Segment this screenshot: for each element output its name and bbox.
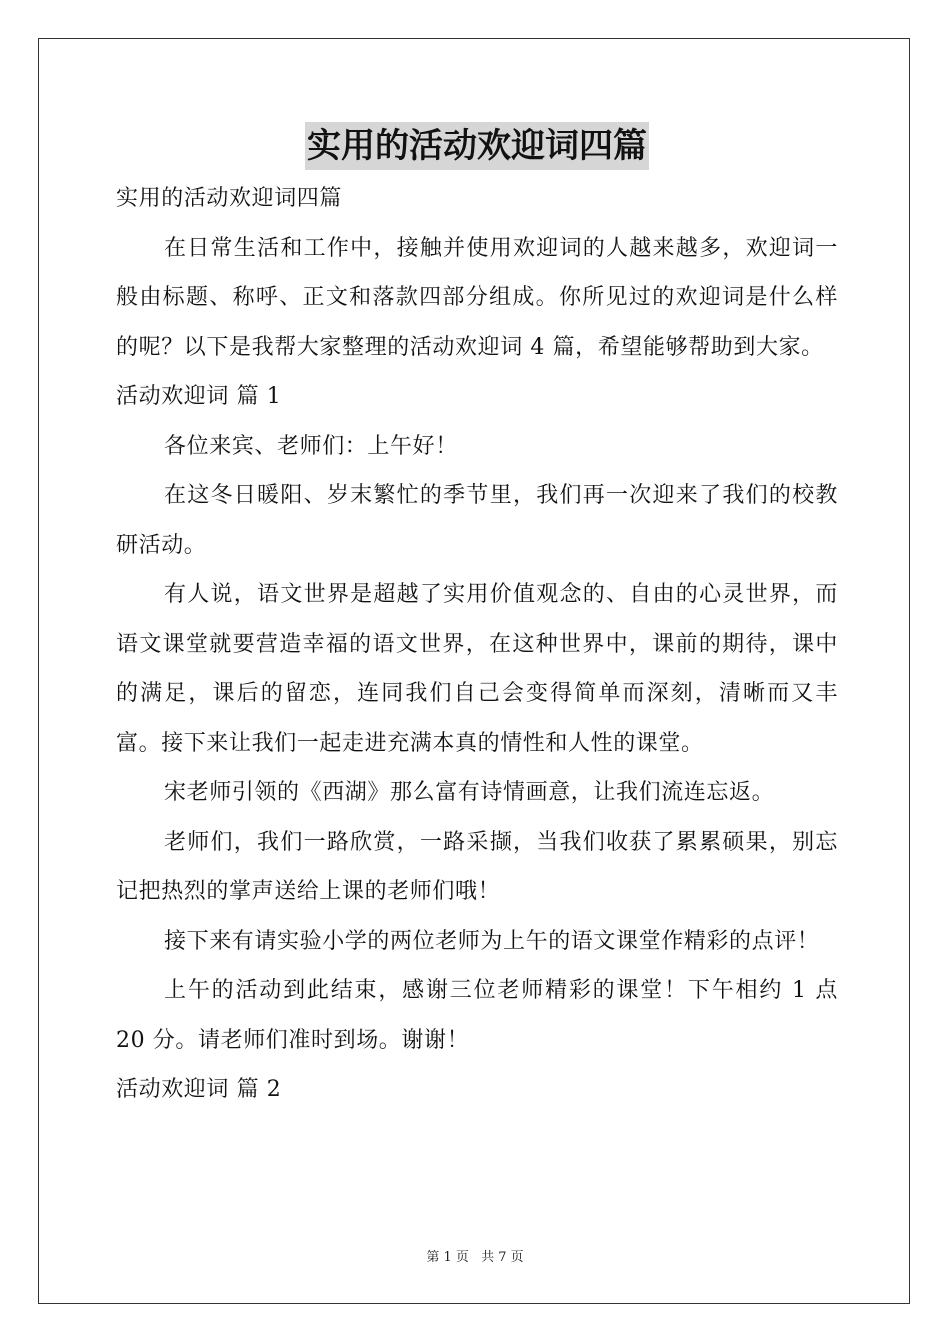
paragraph: 有人说，语文世界是超越了实用价值观念的、自由的心灵世界，而语文课堂就要营造幸福的语文世界，在这种世界中，课前的期待，课中的满足，课后的留恋，连同我们自己会变得简单而深刻，清晰而又丰富。接下来让我们一起走进充满本真的情性和人性的课堂。 bbox=[116, 582, 838, 756]
section-heading: 活动欢迎词 篇 2 bbox=[116, 1077, 282, 1102]
paragraph: 宋老师引领的《西湖》那么富有诗情画意，让我们流连忘返。 bbox=[164, 780, 775, 805]
page-number: 第 1 页 bbox=[426, 1250, 469, 1265]
paragraph: 实用的活动欢迎词四篇 bbox=[116, 186, 343, 211]
paragraph: 在这冬日暖阳、岁末繁忙的季节里，我们再一次迎来了我们的校教研活动。 bbox=[116, 483, 838, 558]
page-total: 共 7 页 bbox=[481, 1250, 524, 1265]
paragraph: 上午的活动到此结束，感谢三位老师精彩的课堂！下午相约 1 点 20 分。请老师们准时到场。谢谢！ bbox=[116, 978, 838, 1053]
section-heading: 活动欢迎词 篇 1 bbox=[116, 384, 282, 409]
paragraph: 各位来宾、老师们：上午好！ bbox=[164, 433, 458, 459]
title-wrap bbox=[116, 122, 838, 174]
document-body bbox=[116, 122, 838, 1115]
document-title: 实用的活动欢迎词四篇 bbox=[305, 122, 649, 170]
paragraph: 接下来有请实验小学的两位老师为上午的语文课堂作精彩的点评！ bbox=[164, 928, 820, 954]
page-footer bbox=[0, 1246, 950, 1265]
paragraph: 在日常生活和工作中，接触并使用欢迎词的人越来越多，欢迎词一般由标题、称呼、正文和落款四部分组成。你所见过的欢迎词是什么样的呢？以下是我帮大家整理的活动欢迎词 4 篇，希望能够帮助到大家。 bbox=[116, 235, 838, 360]
paragraph: 老师们，我们一路欣赏，一路采撷，当我们收获了累累硕果，别忘记把热烈的掌声送给上课的老师们哦！ bbox=[116, 829, 838, 904]
